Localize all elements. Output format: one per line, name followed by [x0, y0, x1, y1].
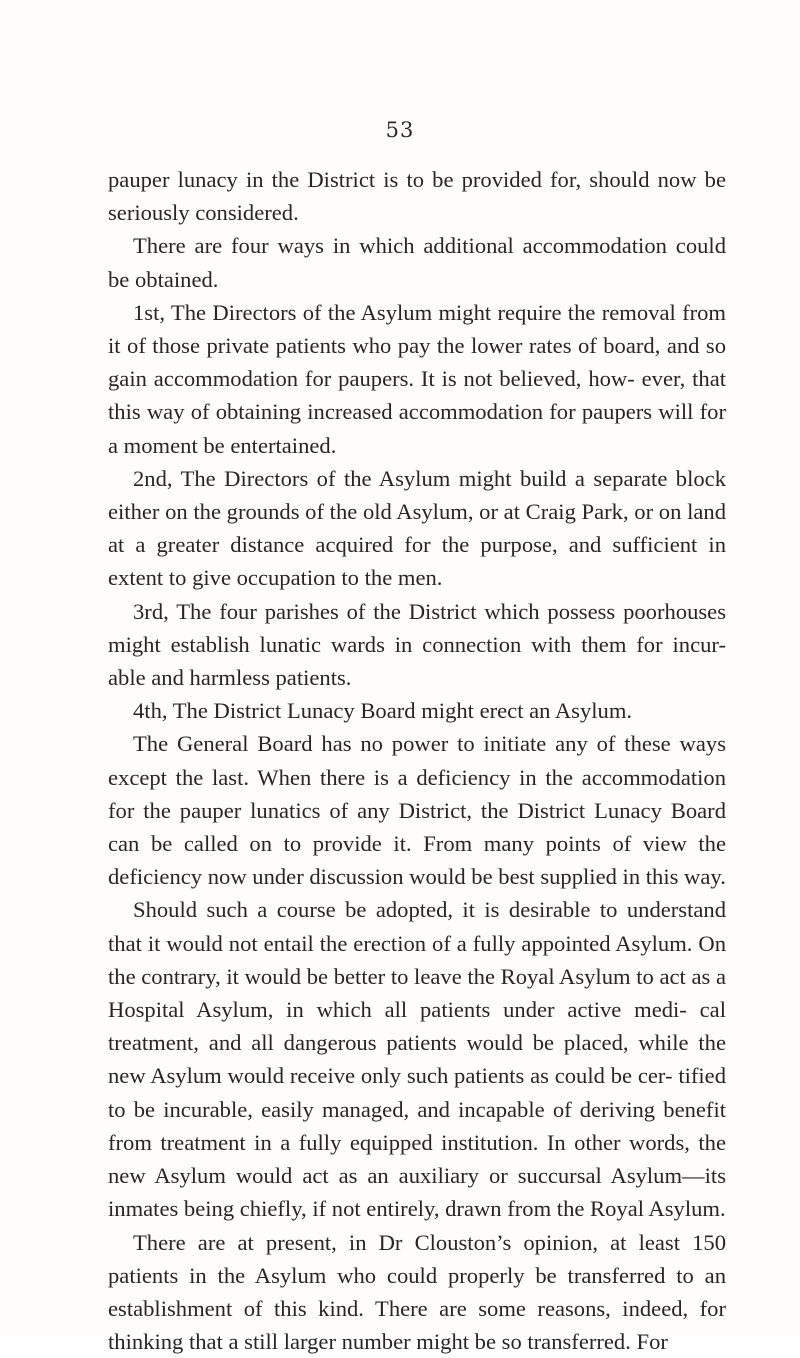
- paragraph-clouston-opinion: There are at present, in Dr Clouston’s opinion, at least 150 patients in the Asylum who could properly be transferred to an establishment of this kind. There are some reasons, indeed, for thinking that a still larger number might be so transferred. For: [108, 1226, 726, 1358]
- paragraph-course-adopted: Should such a course be adopted, it is desirable to understand that it would not entail the erection of a fully appointed Asylum. On the contrary, it would be better to leave the Royal Asylum to act as a Hospital Asylum, in which all patients under active medi- cal treatment, and all dangerous patients would be placed, while the new Asylum would receive only such patients as could be cer- tified to be incurable, easily managed, and incapable of deriving benefit from treatment in a fully equipped institution. In other words, the new Asylum would act as an auxiliary or succursal Asylum—its inmates being chiefly, if not entirely, drawn from the Royal Asylum.: [108, 893, 726, 1225]
- page-number: 53: [0, 118, 800, 142]
- paragraph-fourth-way: 4th, The District Lunacy Board might erect an Asylum.: [108, 694, 726, 727]
- paragraph-second-way: 2nd, The Directors of the Asylum might build a separate block either on the grounds of the old Asylum, or at Craig Park, or on land at a greater distance acquired for the purpose, and sufficient in extent to give occupation to the men.: [108, 462, 726, 595]
- paragraph-first-way: 1st, The Directors of the Asylum might require the removal from it of those private patients who pay the lower rates of board, and so gain accommodation for paupers. It is not believed, how- ever, that this way of obtaining increased accommodation for paupers will for a moment be entertained.: [108, 296, 726, 462]
- paragraph-continuation: pauper lunacy in the District is to be provided for, should now be seriously considered.: [108, 163, 726, 229]
- paragraph-general-board: The General Board has no power to initiate any of these ways except the last. When there is a deficiency in the accommodation for the pauper lunatics of any District, the District Lunacy Board can be called on to provide it. From many points of view the deficiency now under discussion would be best supplied in this way.: [108, 727, 726, 893]
- paragraph-third-way: 3rd, The four parishes of the District which possess poorhouses might establish lunatic wards in connection with them for incur- able and harmless patients.: [108, 595, 726, 695]
- body-text: [108, 163, 726, 1358]
- paragraph-four-ways: There are four ways in which additional accommodation could be obtained.: [108, 229, 726, 295]
